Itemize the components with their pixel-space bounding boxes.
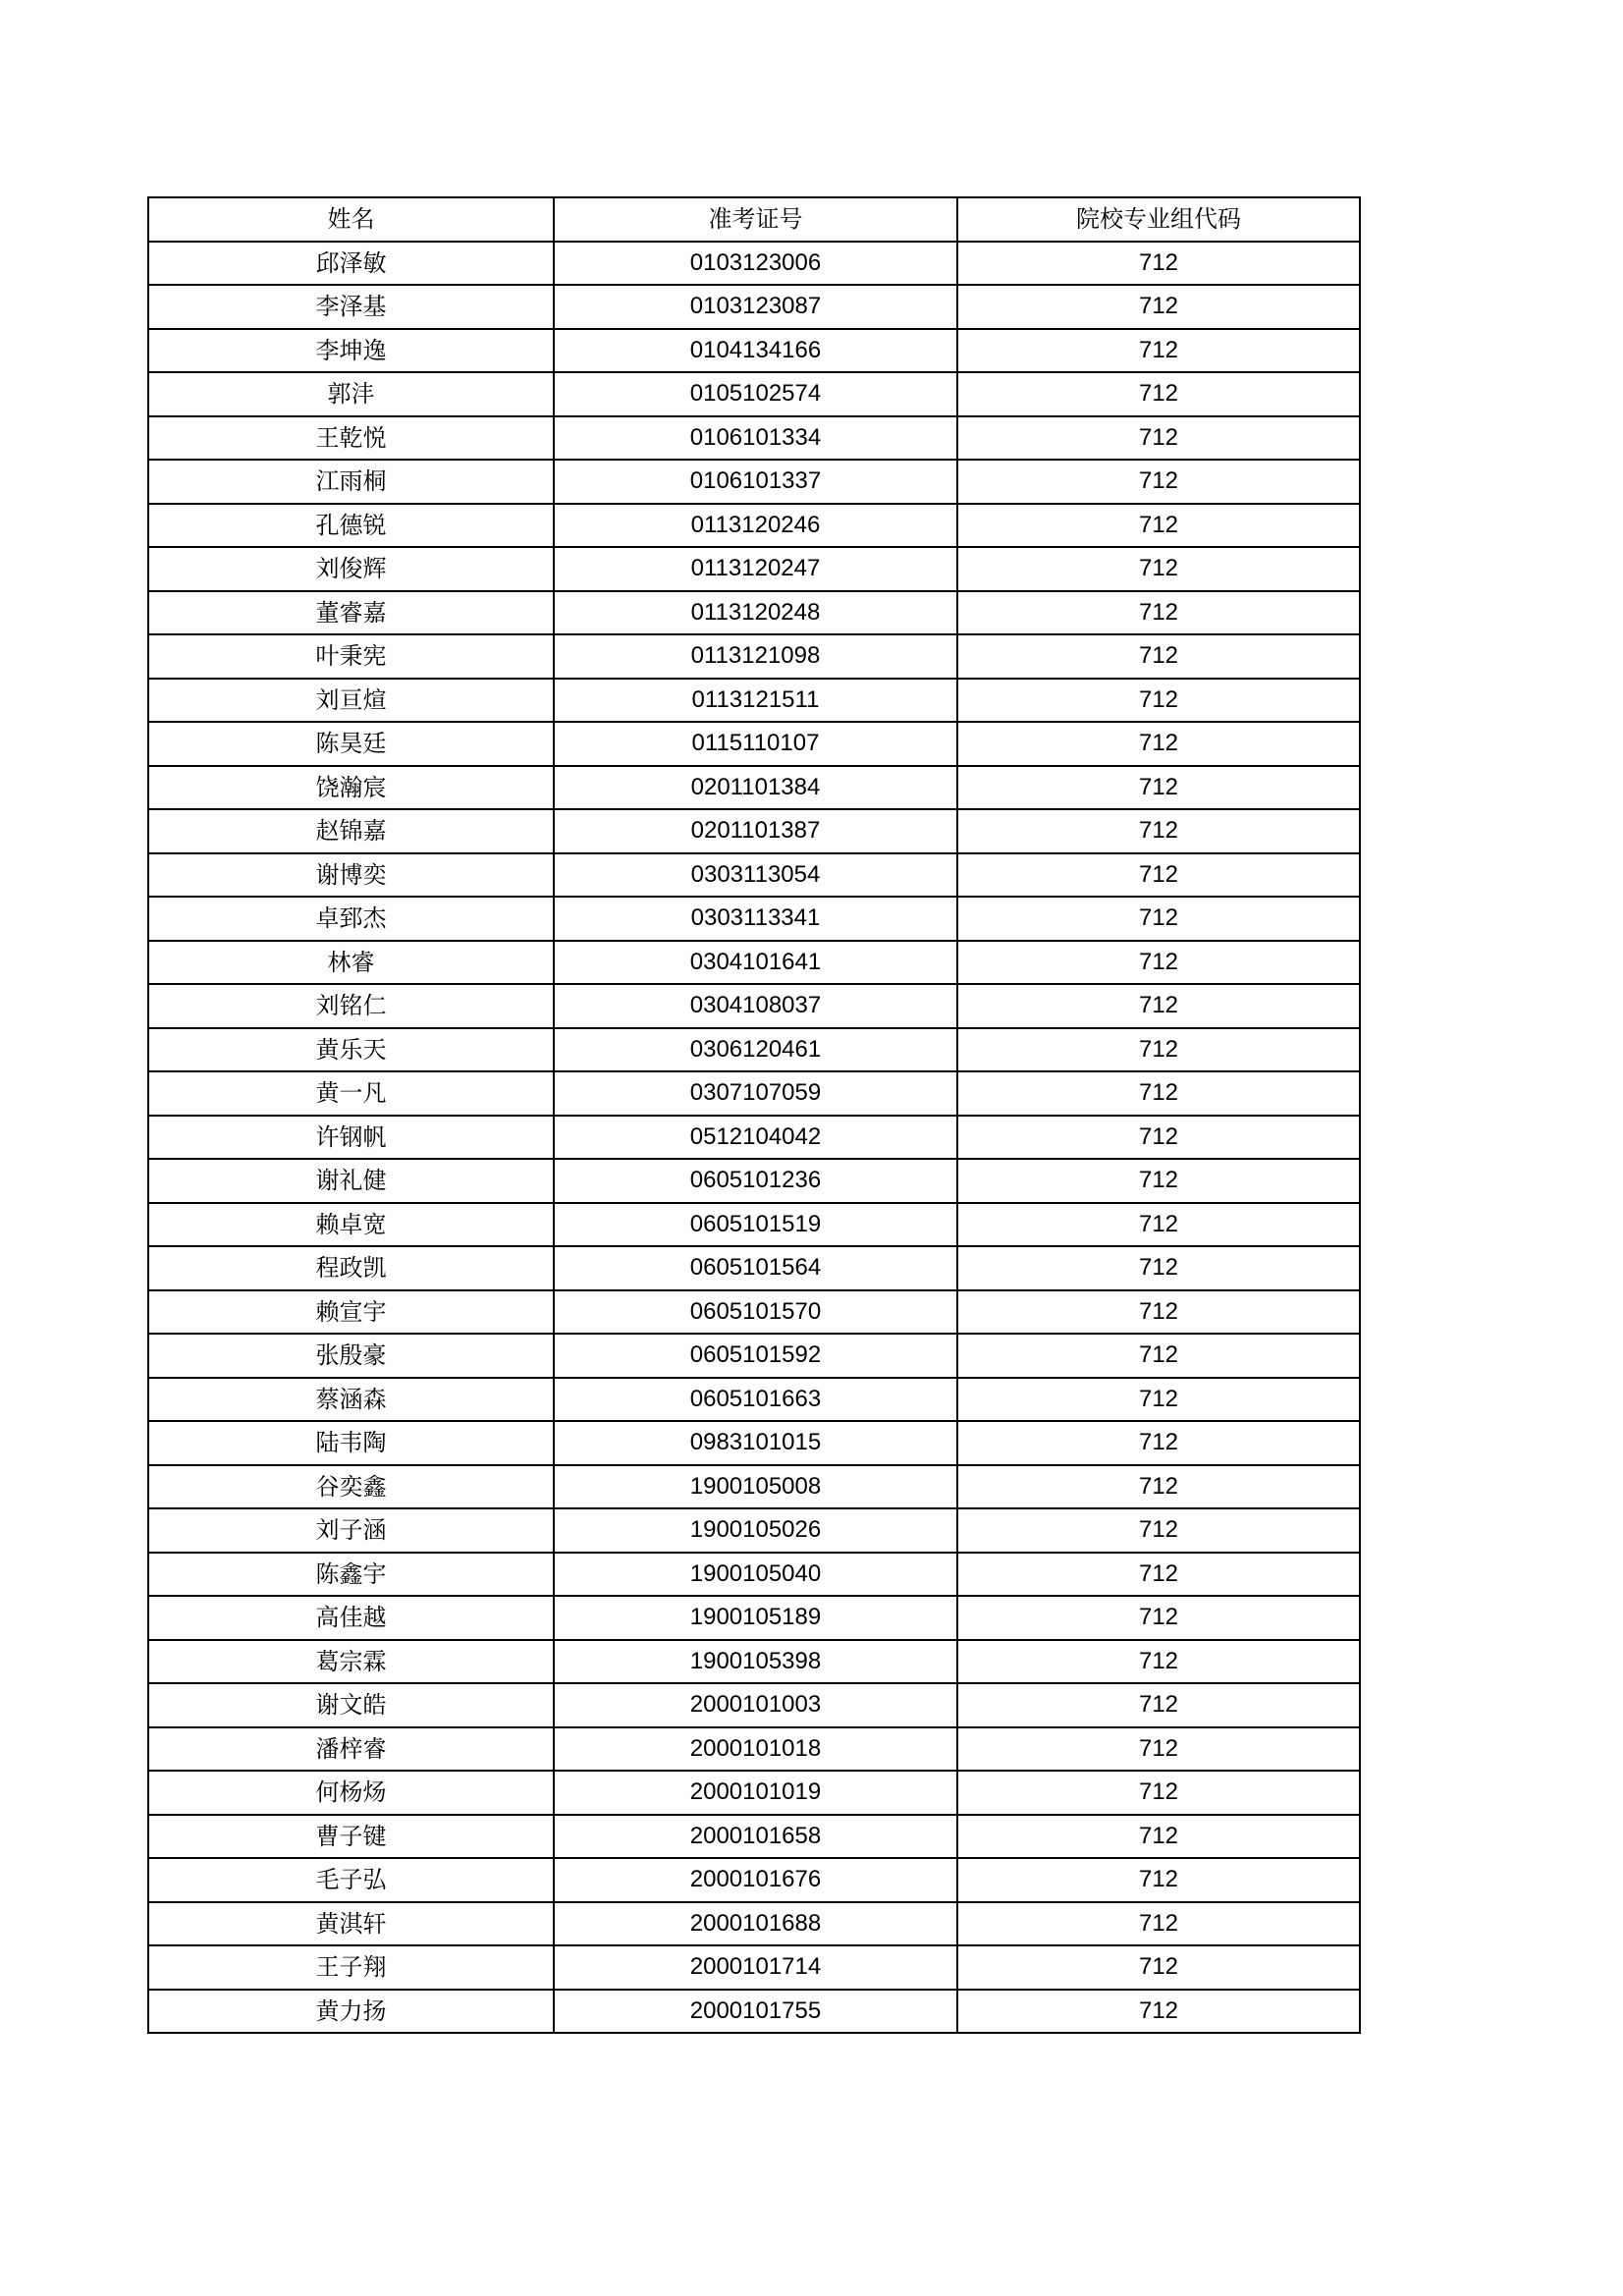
exam-number: 2000101003 [554, 1683, 957, 1727]
student-name: 许钢帆 [148, 1116, 554, 1160]
table-row [148, 1727, 1360, 1772]
table-row [148, 809, 1360, 853]
major-group-code: 712 [957, 679, 1360, 723]
major-group-code: 712 [957, 1553, 1360, 1597]
student-name: 郭沣 [148, 372, 554, 416]
exam-number: 0113121098 [554, 634, 957, 679]
student-name: 赵锦嘉 [148, 809, 554, 853]
major-group-code: 712 [957, 285, 1360, 329]
student-name: 赖卓宽 [148, 1203, 554, 1247]
major-group-code: 712 [957, 591, 1360, 635]
student-name: 毛子弘 [148, 1858, 554, 1902]
table-row [148, 1246, 1360, 1290]
major-group-code: 712 [957, 1378, 1360, 1422]
student-name: 曹子键 [148, 1815, 554, 1859]
exam-number: 0201101384 [554, 766, 957, 810]
student-name: 何杨炀 [148, 1771, 554, 1815]
exam-number: 0113120247 [554, 547, 957, 591]
table-row [148, 372, 1360, 416]
major-group-code: 712 [957, 1902, 1360, 1946]
student-name: 陆韦陶 [148, 1421, 554, 1465]
header-exam-number: 准考证号 [554, 197, 957, 242]
table-row [148, 1465, 1360, 1509]
exam-number: 0303113341 [554, 897, 957, 941]
exam-number: 1900105026 [554, 1508, 957, 1553]
student-name: 黄一凡 [148, 1071, 554, 1116]
exam-number: 1900105189 [554, 1596, 957, 1640]
exam-number: 0103123087 [554, 285, 957, 329]
student-name: 蔡涵森 [148, 1378, 554, 1422]
exam-number: 2000101658 [554, 1815, 957, 1859]
student-name: 卓郅杰 [148, 897, 554, 941]
table-row [148, 1290, 1360, 1335]
table-row [148, 285, 1360, 329]
major-group-code: 712 [957, 1990, 1360, 2034]
table-row [148, 679, 1360, 723]
major-group-code: 712 [957, 897, 1360, 941]
table-row [148, 1990, 1360, 2034]
major-group-code: 712 [957, 634, 1360, 679]
major-group-code: 712 [957, 1203, 1360, 1247]
table-row [148, 1902, 1360, 1946]
exam-number: 1900105398 [554, 1640, 957, 1684]
table-row [148, 416, 1360, 461]
admission-table [147, 196, 1361, 2034]
major-group-code: 712 [957, 853, 1360, 898]
table-row [148, 1508, 1360, 1553]
student-name: 谢文皓 [148, 1683, 554, 1727]
student-name: 潘梓睿 [148, 1727, 554, 1772]
exam-number: 0113120246 [554, 504, 957, 548]
table-row [148, 722, 1360, 766]
exam-number: 0605101663 [554, 1378, 957, 1422]
major-group-code: 712 [957, 1465, 1360, 1509]
major-group-code: 712 [957, 1727, 1360, 1772]
exam-number: 0104134166 [554, 329, 957, 373]
student-name: 李坤逸 [148, 329, 554, 373]
exam-number: 2000101019 [554, 1771, 957, 1815]
exam-number: 0605101519 [554, 1203, 957, 1247]
student-name: 刘子涵 [148, 1508, 554, 1553]
table-row [148, 853, 1360, 898]
header-major-group-code: 院校专业组代码 [957, 197, 1360, 242]
header-name: 姓名 [148, 197, 554, 242]
exam-number: 0605101570 [554, 1290, 957, 1335]
student-name: 谷奕鑫 [148, 1465, 554, 1509]
exam-number: 0512104042 [554, 1116, 957, 1160]
exam-number: 0106101334 [554, 416, 957, 461]
major-group-code: 712 [957, 1596, 1360, 1640]
major-group-code: 712 [957, 941, 1360, 985]
exam-number: 2000101676 [554, 1858, 957, 1902]
major-group-code: 712 [957, 1771, 1360, 1815]
exam-number: 0113120248 [554, 591, 957, 635]
student-name: 刘俊辉 [148, 547, 554, 591]
table-row [148, 1203, 1360, 1247]
table-row [148, 242, 1360, 286]
table-row [148, 1858, 1360, 1902]
major-group-code: 712 [957, 984, 1360, 1028]
exam-number: 0605101592 [554, 1334, 957, 1378]
major-group-code: 712 [957, 722, 1360, 766]
student-name: 刘亘煊 [148, 679, 554, 723]
exam-number: 0105102574 [554, 372, 957, 416]
exam-number: 0605101236 [554, 1159, 957, 1203]
major-group-code: 712 [957, 1683, 1360, 1727]
student-name: 黄乐天 [148, 1028, 554, 1072]
student-name: 饶瀚宸 [148, 766, 554, 810]
student-name: 黄力扬 [148, 1990, 554, 2034]
exam-number: 0605101564 [554, 1246, 957, 1290]
table-row [148, 1028, 1360, 1072]
major-group-code: 712 [957, 242, 1360, 286]
exam-number: 0303113054 [554, 853, 957, 898]
major-group-code: 712 [957, 1159, 1360, 1203]
student-name: 叶秉宪 [148, 634, 554, 679]
table-row [148, 1421, 1360, 1465]
major-group-code: 712 [957, 1028, 1360, 1072]
table-row [148, 591, 1360, 635]
major-group-code: 712 [957, 504, 1360, 548]
major-group-code: 712 [957, 1815, 1360, 1859]
major-group-code: 712 [957, 766, 1360, 810]
student-name: 葛宗霖 [148, 1640, 554, 1684]
exam-number: 0103123006 [554, 242, 957, 286]
table-row [148, 941, 1360, 985]
major-group-code: 712 [957, 416, 1360, 461]
table-row [148, 504, 1360, 548]
student-name: 陈鑫宇 [148, 1553, 554, 1597]
major-group-code: 712 [957, 1508, 1360, 1553]
major-group-code: 712 [957, 1246, 1360, 1290]
student-name: 江雨桐 [148, 460, 554, 504]
table-row [148, 1116, 1360, 1160]
major-group-code: 712 [957, 1334, 1360, 1378]
table-row [148, 1378, 1360, 1422]
exam-number: 2000101714 [554, 1945, 957, 1990]
table-row [148, 1945, 1360, 1990]
table-row [148, 1815, 1360, 1859]
major-group-code: 712 [957, 1640, 1360, 1684]
table-row [148, 1683, 1360, 1727]
student-name: 程政凯 [148, 1246, 554, 1290]
student-name: 高佳越 [148, 1596, 554, 1640]
table-row [148, 1640, 1360, 1684]
student-name: 谢博奕 [148, 853, 554, 898]
major-group-code: 712 [957, 1858, 1360, 1902]
major-group-code: 712 [957, 372, 1360, 416]
student-name: 赖宣宇 [148, 1290, 554, 1335]
student-name: 王乾悦 [148, 416, 554, 461]
table-row [148, 1553, 1360, 1597]
exam-number: 0304108037 [554, 984, 957, 1028]
table-row [148, 634, 1360, 679]
exam-number: 1900105008 [554, 1465, 957, 1509]
major-group-code: 712 [957, 460, 1360, 504]
table-header-row [148, 197, 1360, 242]
exam-number: 2000101018 [554, 1727, 957, 1772]
exam-number: 0115110107 [554, 722, 957, 766]
table-row [148, 1159, 1360, 1203]
major-group-code: 712 [957, 1071, 1360, 1116]
table-row [148, 897, 1360, 941]
exam-number: 2000101755 [554, 1990, 957, 2034]
major-group-code: 712 [957, 547, 1360, 591]
exam-number: 0113121511 [554, 679, 957, 723]
table-row [148, 1071, 1360, 1116]
exam-number: 0106101337 [554, 460, 957, 504]
student-name: 陈昊廷 [148, 722, 554, 766]
exam-number: 2000101688 [554, 1902, 957, 1946]
student-name: 林睿 [148, 941, 554, 985]
student-name: 谢礼健 [148, 1159, 554, 1203]
table-row [148, 329, 1360, 373]
exam-number: 1900105040 [554, 1553, 957, 1597]
student-name: 孔德锐 [148, 504, 554, 548]
major-group-code: 712 [957, 329, 1360, 373]
exam-number: 0307107059 [554, 1071, 957, 1116]
student-name: 张殷豪 [148, 1334, 554, 1378]
exam-number: 0304101641 [554, 941, 957, 985]
student-name: 李泽基 [148, 285, 554, 329]
table-row [148, 984, 1360, 1028]
table-row [148, 766, 1360, 810]
table-row [148, 1771, 1360, 1815]
major-group-code: 712 [957, 1116, 1360, 1160]
table-row [148, 547, 1360, 591]
exam-number: 0306120461 [554, 1028, 957, 1072]
table-row [148, 460, 1360, 504]
major-group-code: 712 [957, 809, 1360, 853]
exam-number: 0201101387 [554, 809, 957, 853]
table-row [148, 1334, 1360, 1378]
table-row [148, 1596, 1360, 1640]
student-name: 黄淇轩 [148, 1902, 554, 1946]
table-body [148, 242, 1360, 2034]
major-group-code: 712 [957, 1290, 1360, 1335]
student-name: 董睿嘉 [148, 591, 554, 635]
student-name: 王子翔 [148, 1945, 554, 1990]
major-group-code: 712 [957, 1421, 1360, 1465]
student-name: 邱泽敏 [148, 242, 554, 286]
student-name: 刘铭仁 [148, 984, 554, 1028]
exam-number: 0983101015 [554, 1421, 957, 1465]
major-group-code: 712 [957, 1945, 1360, 1990]
